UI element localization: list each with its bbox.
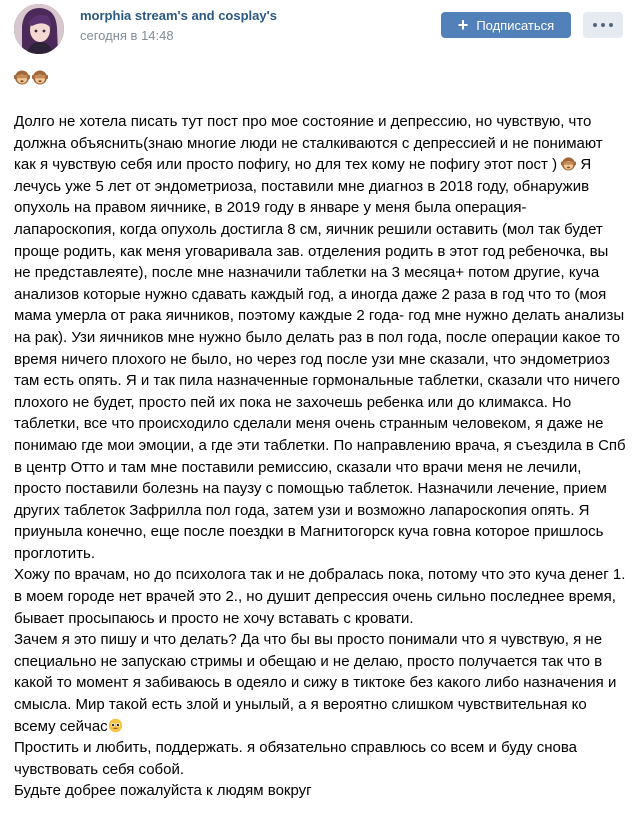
- post-paragraph: Долго не хотела писать тут пост про мое состояние и депрессию, но чувствую, что должна объяснить(знаю многие люди не сталкиваются с депрессией и не понимают как я чувствую себя или просто пофигу, но для тех кому не пофигу этот пост ): [14, 113, 607, 174]
- post-author[interactable]: morphia stream's and cosplay's: [80, 8, 277, 23]
- header-emoji: [14, 69, 48, 87]
- avatar-image: [14, 4, 64, 54]
- post-time[interactable]: сегодня в 14:48: [80, 28, 174, 43]
- post-paragraph: Зачем я это пишу и что делать? Да что бы вы просто понимали что я чувствую, я не специально не запускаю стримы и обещаю и не делаю, просто получается так что в какой то момент я забиваюсь в одеяло и сижу в тиктоке без какого либо назначения и смысла. Мир такой есть злой и унылый, а я вероятно слишком чувствительная ко всему сейчас: [14, 631, 621, 735]
- plus-icon: +: [457, 15, 469, 35]
- more-options-button[interactable]: [583, 12, 623, 38]
- dot-icon: [593, 23, 597, 27]
- dot-icon: [601, 23, 605, 27]
- post-paragraph: Будьте добрее пожалуйста к людям вокруг: [14, 782, 312, 800]
- subscribe-label: Подписаться: [476, 17, 555, 33]
- avatar[interactable]: [14, 4, 64, 54]
- see-no-evil-monkey-icon: [561, 156, 576, 171]
- see-no-evil-monkey-icon: [14, 69, 30, 85]
- post-paragraph: Я лечусь уже 5 лет от эндометриоза, поставили мне диагноз в 2018 году, обнаружив опухоль на правом яичнике, в 2019 году в январе у меня была операция-лапароскопия, когда опухоль достигла 8 см, яичник решили оставить (мол так будет проще родить, как меня уговаривала зав. отделения родить в этот год ребеночка, вы не представлеяте), после мне назначили таблетки на 3 месяца+ потом другие, куча анализов которые нужно сдавать каждый год, а иногда даже 2 раза в год что то (моя мама умерла от рака яичников, поэтому каждые 2 года- год мне нужно делать анализы на рак). Узи яичников мне нужно было делать раз в пол года, после операции какое то время ничего плохого не было, но через год после узи мне сказали, что эндометриоз там есть опять. Я и так пила назначенные гормональные таблетки, сказали что ничего плохого не будет, просто пей их пока не захочешь ребенка или до климакса. Но таблетки, все что происходило сделали меня очень странным человеком, я даже не понимаю где мои эмоции, а где эти таблетки. По направлению врача, я съездила в Спб в центр Отто и там мне поставили ремиссию, сказали что врачи меня не лечили, просто поставили болезнь на паузу с помощью таблеток. Назначили лечение, прием других таблеток Зафрилла пол года, затем узи и возможно лапароскопия опять. Я приуныла конечно, еще после поездки в Магнитогорск куча говна которое пришлось проглотить.: [14, 156, 630, 562]
- post-text: [14, 111, 630, 802]
- post-paragraph: Хожу по врачам, но до психолога так и не добралась пока, потому что это куча денег 1. в моем городе нет врачей это 2., но душит депрессия очень сильно последнее время, бывает просыпаюсь и просто не хочу вставать с кровати.: [14, 566, 630, 627]
- dot-icon: [609, 23, 613, 27]
- post-paragraph: Простить и любить, поддержать. я обязательно справлюсь со всем и буду снова чувствовать себя собой.: [14, 739, 582, 778]
- see-no-evil-monkey-icon: [32, 69, 48, 85]
- subscribe-button[interactable]: [441, 12, 571, 38]
- pleading-face-icon: [108, 718, 123, 733]
